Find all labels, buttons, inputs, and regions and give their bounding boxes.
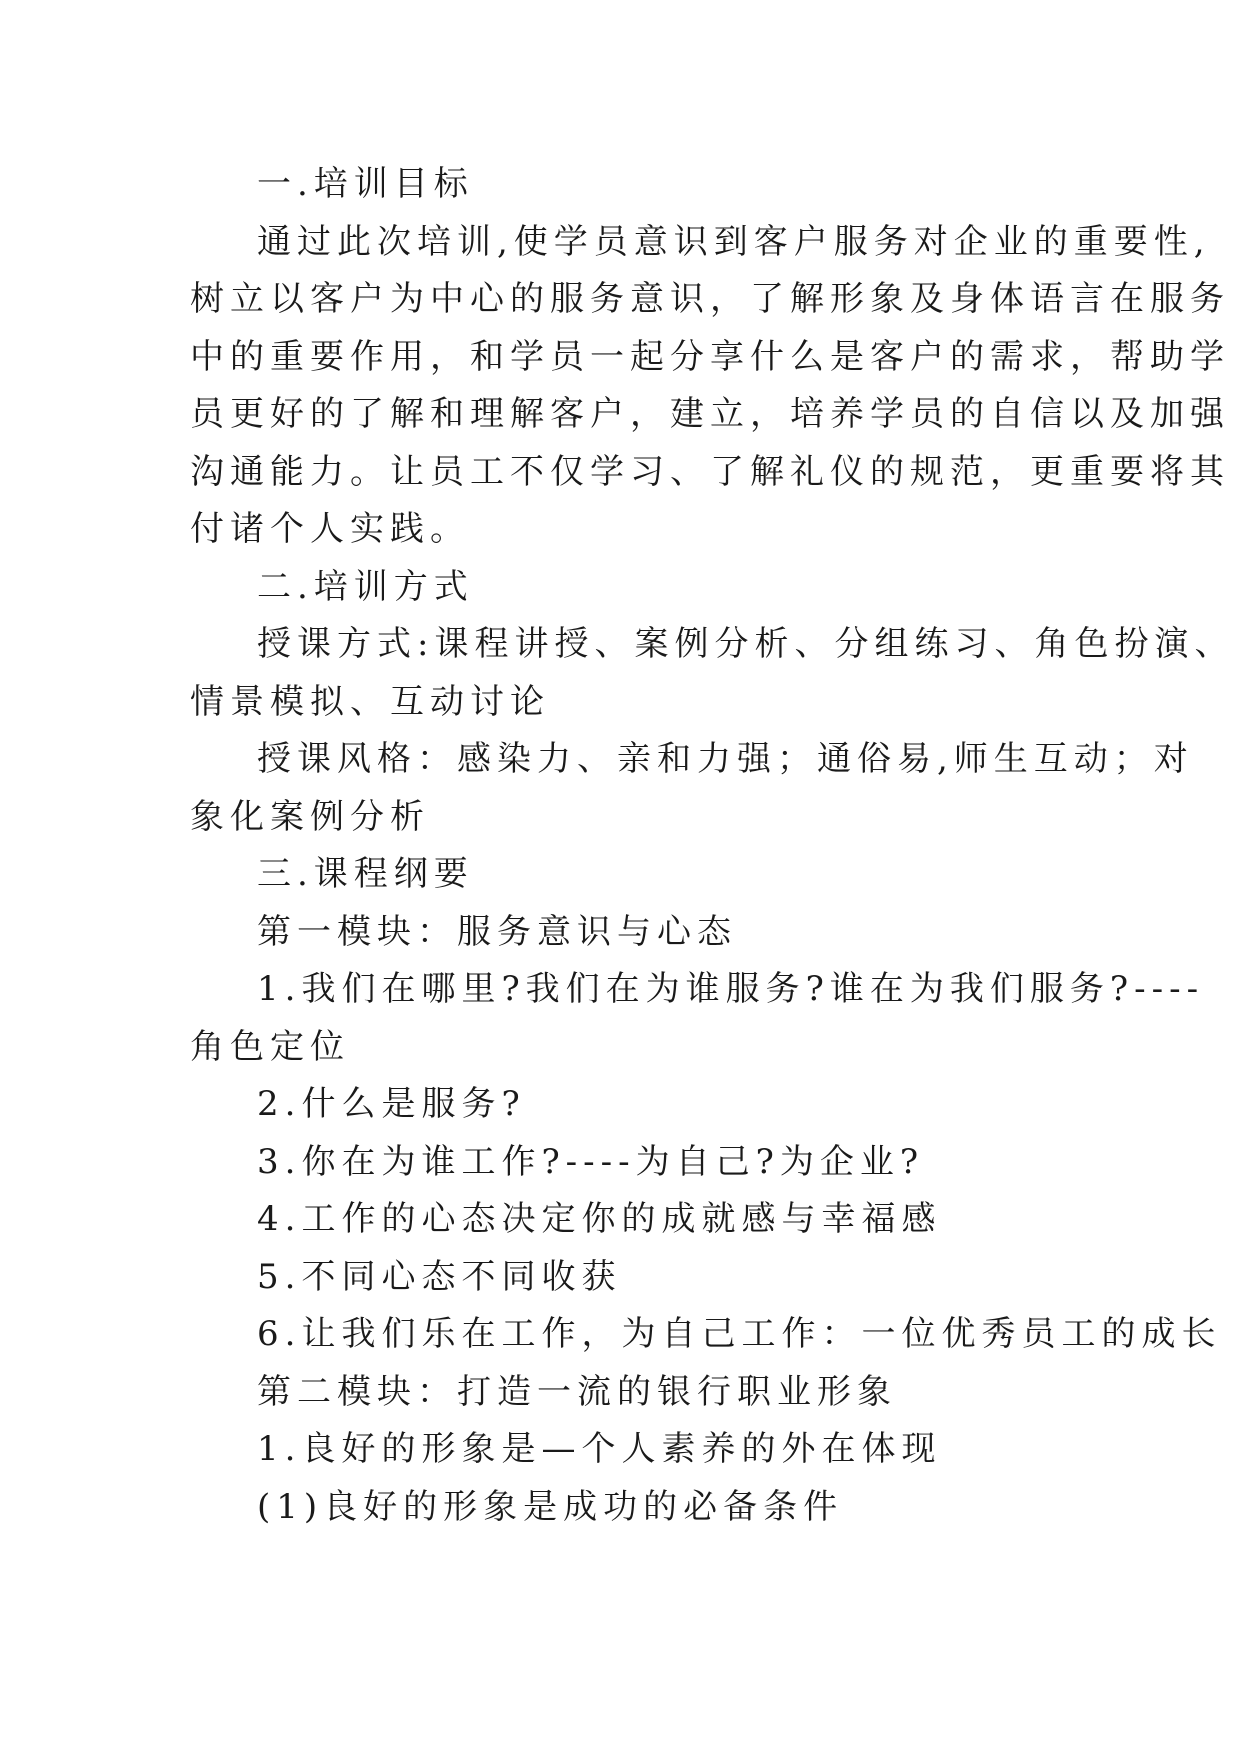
heading-training-goals: 一.培训目标 [257, 164, 474, 204]
list-item-continuation: 角色定位 [190, 1027, 350, 1067]
list-item: 1.我们在哪里?我们在为谁服务?谁在为我们服务?---- [257, 969, 1205, 1009]
list-item: 6.让我们乐在工作，为自己工作：一位优秀员工的成长 [257, 1314, 1222, 1354]
paragraph-line: 通过此次培训,使学员意识到客户服务对企业的重要性, [257, 222, 1211, 262]
list-item: 1.良好的形象是—个人素养的外在体现 [257, 1429, 942, 1469]
paragraph-line: 象化案例分析 [190, 797, 430, 837]
paragraph-line: 付诸个人实践。 [190, 509, 470, 549]
paragraph-line: 情景模拟、互动讨论 [190, 682, 550, 722]
list-item: (1)良好的形象是成功的必备条件 [257, 1487, 844, 1527]
list-item: 4.工作的心态决定你的成就感与幸福感 [257, 1199, 942, 1239]
heading-course-outline: 三.课程纲要 [257, 854, 474, 894]
paragraph-line: 授课风格：感染力、亲和力强；通俗易,师生互动；对 [257, 739, 1194, 779]
list-item: 5.不同心态不同收获 [257, 1257, 622, 1297]
list-item: 3.你在为谁工作?----为自己?为企业? [257, 1142, 925, 1182]
paragraph-line: 员更好的了解和理解客户，建立，培养学员的自信以及加强 [190, 394, 1230, 434]
paragraph-line: 树立以客户为中心的服务意识，了解形象及身体语言在服务 [190, 279, 1230, 319]
module-heading: 第二模块：打造一流的银行职业形象 [257, 1372, 897, 1412]
list-item: 2.什么是服务? [257, 1084, 526, 1124]
paragraph-line: 中的重要作用，和学员一起分享什么是客户的需求，帮助学 [190, 337, 1230, 377]
paragraph-line: 授课方式:课程讲授、案例分析、分组练习、角色扮演、 [257, 624, 1235, 664]
paragraph-line: 沟通能力。让员工不仅学习、了解礼仪的规范，更重要将其 [190, 452, 1230, 492]
heading-training-methods: 二.培训方式 [257, 567, 474, 607]
module-heading: 第一模块：服务意识与心态 [257, 912, 737, 952]
